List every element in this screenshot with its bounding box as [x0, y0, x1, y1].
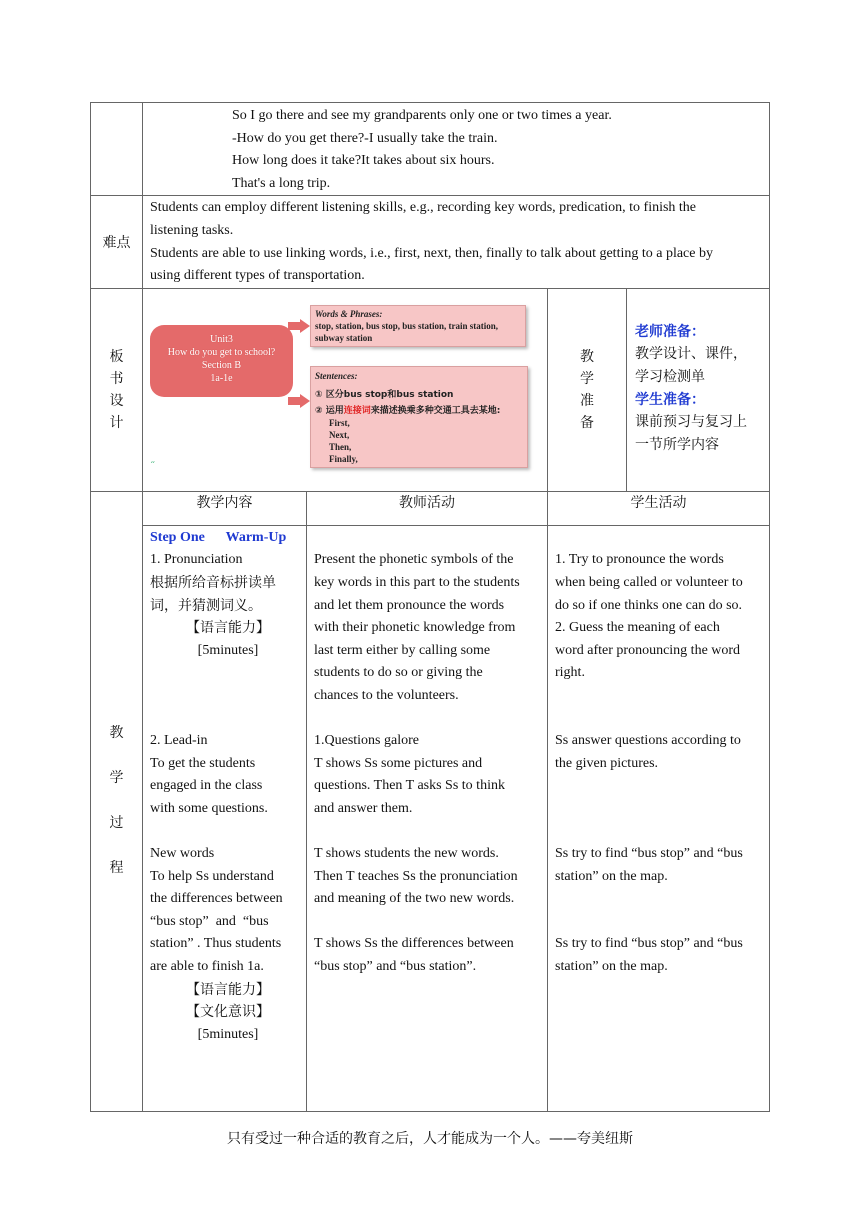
content-line: [5minutes] [197, 642, 259, 658]
difficulty-line: Students can employ different listening skills, e.g., recording key words, predication, to finish the [150, 200, 697, 216]
student-activity-line: right. [555, 665, 585, 681]
difficulty-line: listening tasks. [150, 222, 234, 238]
footer-quote: 只有受过一种合适的教育之后，人才能成为一个人。——夸美纽斯 [227, 1131, 633, 1147]
sentences-title: Stentences: [315, 371, 358, 381]
content-line [150, 708, 306, 731]
oval-line: 1a-1e [210, 373, 233, 384]
lesson-plan-table [90, 102, 770, 1112]
teacher-activity-line: students to do so or giving the [314, 665, 483, 681]
small-mark: ˶ [151, 455, 155, 467]
content-line: are able to finish 1a. [150, 959, 264, 975]
content-line: 根据所给音标拼读单 [150, 574, 276, 591]
content-line: To get the students [150, 755, 256, 771]
content-line: station” . Thus students [150, 936, 282, 952]
key-sentences-cell [143, 103, 770, 196]
prep-label: 教 学 准 备 [548, 288, 627, 491]
content-line: To help Ss understand [150, 868, 274, 884]
student-prep-title: 学生准备： [635, 391, 705, 408]
unit-title-oval [150, 325, 293, 397]
oval-line: Unit3 [210, 334, 233, 345]
teacher-activity-line: and meaning of the two new words. [314, 891, 515, 907]
teacher-activity-line [314, 708, 547, 731]
key-sentences-row [91, 103, 770, 196]
words-phrases-card [310, 305, 526, 347]
teacher-prep-line: 学习检测单 [635, 368, 705, 385]
content-line: 词，并猜测词义。 [150, 597, 262, 614]
linking-word: Then, [329, 442, 352, 452]
student-activity-line: station” on the map. [555, 868, 668, 884]
header-content: 教学内容 [143, 491, 307, 525]
sentence-point-2-rest: 来描述换乘多种交通工具去某地: [370, 406, 501, 416]
content-line: 【语言能力】 [186, 620, 270, 637]
student-activity-line: 1. Try to pronounce the words [555, 552, 724, 568]
student-activity-line [555, 685, 769, 708]
teacher-activity-line: questions. Then T asks Ss to think [314, 778, 505, 794]
linking-word: First, [329, 418, 350, 428]
student-activity-line [555, 798, 769, 821]
student-activity-line: Ss try to find “bus stop” and “bus [555, 846, 743, 862]
teacher-activity-line: T shows Ss the differences between [314, 936, 514, 952]
linking-word: Next, [329, 430, 350, 440]
teacher-activity-line: with their phonetic knowledge from [314, 620, 516, 636]
header-teacher: 教师活动 [307, 491, 548, 525]
words-title: Words & Phrases: [315, 309, 383, 319]
content-line: 1. Pronunciation [150, 552, 243, 568]
linking-words-highlight: 连接词 [343, 406, 371, 416]
student-activity-line [555, 820, 769, 843]
teacher-activity-line: last term either by calling some [314, 642, 491, 658]
student-activity-line: Ss try to find “bus stop” and “bus [555, 936, 743, 952]
teacher-activity-line: “bus stop” and “bus station”. [314, 959, 477, 975]
difficulty-line: Students are able to use linking words, i.e., first, next, then, finally to talk about getting to a place by [150, 245, 713, 261]
board-label: 板 书 设 计 [91, 288, 143, 491]
prep-cell [627, 288, 770, 491]
student-prep-line: 一节所学内容 [635, 436, 719, 453]
content-line [150, 820, 306, 843]
student-activity-line [555, 527, 769, 550]
student-activity-line [555, 911, 769, 934]
sentence-point-1: ① 区分bus stop和bus station [315, 390, 454, 400]
content-cell [143, 525, 307, 1111]
content-line: 【语言能力】 [186, 981, 270, 998]
content-line: the differences between [150, 891, 283, 907]
key-sentence: That's a long trip. [232, 175, 331, 191]
key-sentence: How long does it take?It takes about six hours. [232, 153, 495, 169]
content-line [150, 662, 306, 685]
words-line: stop, station, bus stop, bus station, train station, [315, 321, 499, 331]
content-line: with some questions. [150, 800, 268, 816]
content-line: 【文化意识】 [186, 1004, 270, 1021]
oval-line: Section B [201, 360, 242, 371]
teacher-activity-line: Then T teaches Ss the pronunciation [314, 868, 518, 884]
process-label: 教 学 过 程 [91, 491, 143, 1111]
process-header-row [91, 491, 770, 525]
process-body-row [91, 525, 770, 1111]
teacher-activity-line: chances to the volunteers. [314, 687, 459, 703]
student-activity-line: 2. Guess the meaning of each [555, 620, 720, 636]
difficulty-line: using different types of transportation. [150, 268, 365, 284]
student-activity-line: word after pronouncing the word [555, 642, 741, 658]
student-activity-line: when being called or volunteer to [555, 574, 743, 590]
difficulty-label: 难点 [91, 196, 143, 288]
student-activity-line: station” on the map. [555, 959, 668, 975]
teacher-activity-line: T shows Ss some pictures and [314, 755, 483, 771]
difficulty-row [91, 196, 770, 288]
arrow-right-icon [300, 394, 310, 408]
header-student: 学生活动 [548, 491, 770, 525]
teacher-activity-line: Present the phonetic symbols of the [314, 552, 514, 568]
words-line: subway station [315, 333, 373, 343]
teacher-activity-line: and answer them. [314, 800, 413, 816]
teacher-prep-line: 教学设计、课件， [635, 346, 747, 363]
content-line: engaged in the class [150, 778, 263, 794]
student-activity-line [555, 775, 769, 798]
empty-label-cell [91, 103, 143, 196]
teacher-activity-line: 1.Questions galore [314, 733, 419, 749]
student-prep-line: 课前预习与复习上 [635, 414, 747, 431]
student-activity-line: the given pictures. [555, 755, 659, 771]
teacher-activity-line [314, 527, 547, 550]
student-activity-line [555, 708, 769, 731]
teacher-activity-line [314, 911, 547, 934]
teacher-activity-line [314, 820, 547, 843]
linking-word: Finally, [329, 454, 358, 464]
student-activity-line: do so if one thinks one can do so. [555, 597, 743, 613]
key-sentence: -How do you get there?-I usually take the train. [232, 130, 498, 146]
content-line [150, 685, 306, 708]
teacher-activity-cell [307, 525, 548, 1111]
content-line: 2. Lead-in [150, 733, 208, 749]
sentences-card [310, 366, 528, 468]
key-sentence: So I go there and see my grandparents only one or two times a year. [232, 108, 612, 123]
oval-line: How do you get to school? [167, 347, 276, 358]
teacher-activity-line: T shows students the new words. [314, 846, 499, 862]
teacher-activity-line: key words in this part to the students [314, 574, 520, 590]
student-activity-line [555, 888, 769, 911]
content-line: “bus stop” and “bus [150, 913, 269, 929]
student-activity-cell [548, 525, 770, 1111]
content-line: [5minutes] [197, 1026, 259, 1042]
arrow-right-icon [300, 319, 310, 333]
student-activity-line: Ss answer questions according to [555, 733, 741, 749]
sentence-point-2: ② 运用 [315, 406, 344, 416]
content-line: New words [150, 846, 215, 862]
content-line: Step One Warm-Up [150, 529, 287, 545]
difficulty-cell [143, 196, 770, 288]
teacher-activity-line: and let them pronounce the words [314, 597, 505, 613]
teacher-prep-title: 老师准备： [635, 323, 705, 340]
